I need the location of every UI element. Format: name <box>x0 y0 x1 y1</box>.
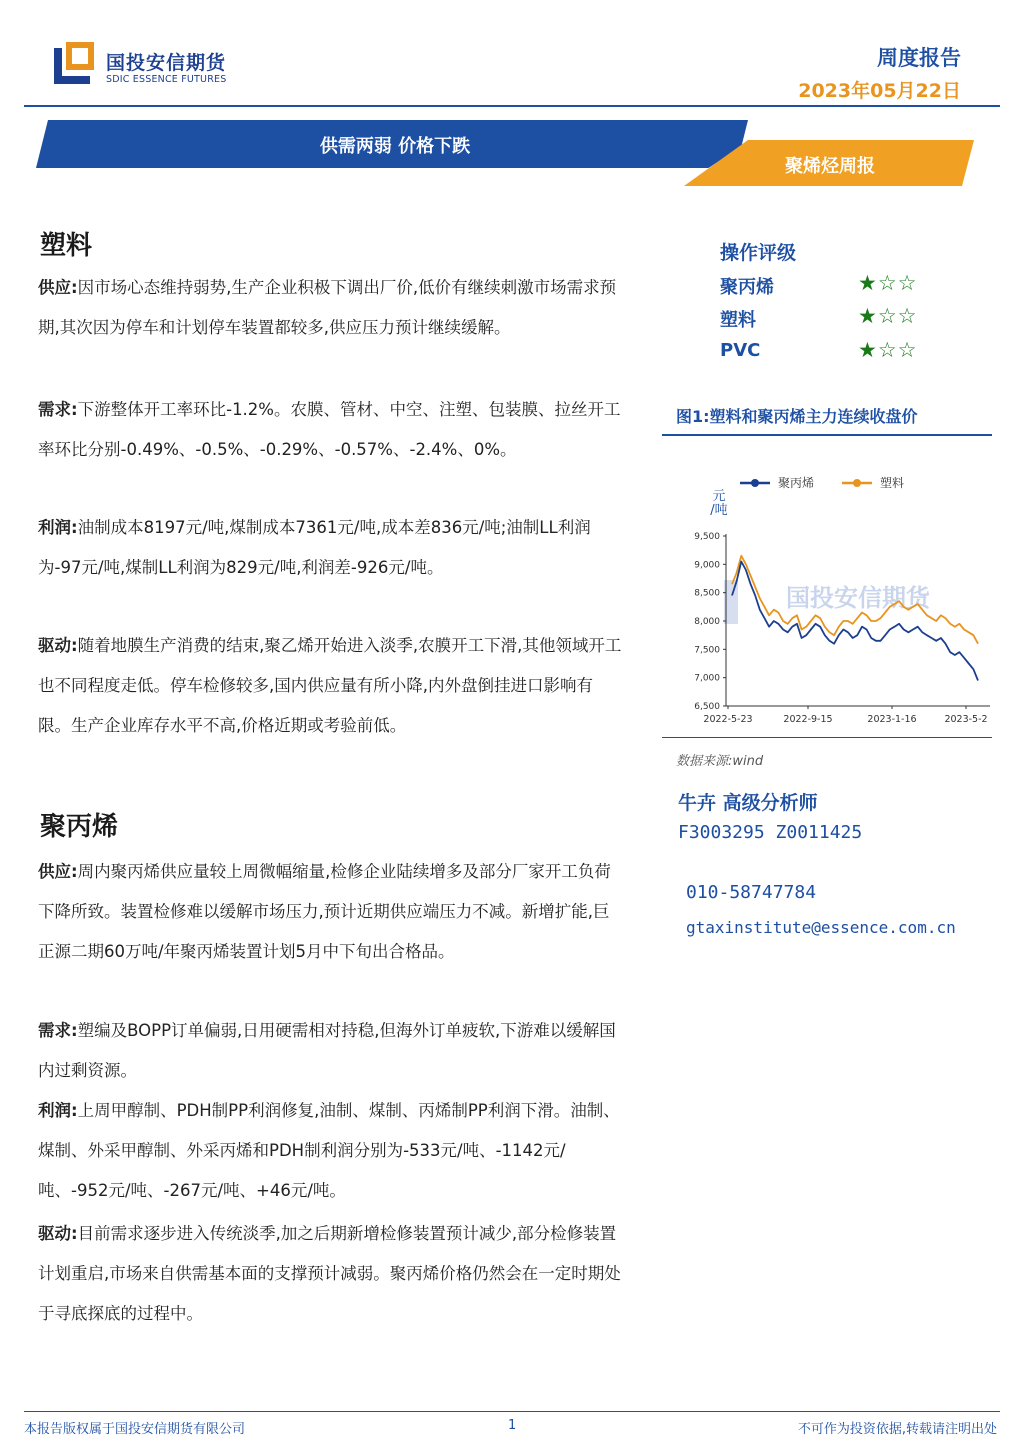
y-tick-label: 9,000 <box>694 560 720 571</box>
pp-driver-text: 目前需求逐步进入传统淡季,加之后期新增检修装置预计减少,部分检修装置计划重启,市场来自供需基本面的支撑预计减弱。聚丙烯价格仍然会在一定时期处于寻底探底的过程中。 <box>38 1224 621 1323</box>
plastic-profit-text: 油制成本8197元/吨,煤制成本7361元/吨,成本差836元/吨;油制LL利润为-97元/吨,煤制LL利润为829元/吨,利润差-926元/吨。 <box>38 518 591 577</box>
plastic-demand <box>38 390 623 470</box>
pp-profit-label: 利润: <box>38 1101 78 1120</box>
analyst-phone: 010-58747784 <box>686 882 817 903</box>
banner-title: 供需两弱 价格下跌 <box>319 136 471 157</box>
pp-demand <box>38 1011 623 1091</box>
x-tick-label: 2023-5-2 <box>944 714 988 725</box>
report-type: 周度报告 <box>877 46 961 70</box>
y-tick-label: 8,000 <box>694 617 720 627</box>
brand-name-en: SDIC ESSENCE FUTURES <box>106 74 227 85</box>
plastic-driver-text: 随着地膜生产消费的结束,聚乙烯开始进入淡季,农膜开工下滑,其他领域开工也不同程度走低。停车检修较多,国内供应量有所小降,内外盘倒挂进口影响有限。生产企业库存水平不高,价格近期或考验前低。 <box>38 636 622 735</box>
pp-demand-label: 需求: <box>38 1021 78 1040</box>
rating-stars-icon: ★☆☆ <box>858 271 918 295</box>
pp-supply <box>38 852 623 972</box>
x-tick-label: 2023-1-16 <box>867 714 917 725</box>
rating-row-pp <box>720 273 940 301</box>
figure-divider <box>662 434 992 436</box>
analyst-certs: F3003295 Z0011425 <box>678 822 863 843</box>
figure-title: 图1:塑料和聚丙烯主力连续收盘价 <box>676 407 918 426</box>
legend-marker <box>751 479 759 487</box>
plastic-profit <box>38 508 623 588</box>
footer-copyright: 本报告版权属于国投安信期货有限公司 <box>24 1422 246 1437</box>
y-tick-label: 7,000 <box>694 673 720 684</box>
plastic-demand-text: 下游整体开工率环比-1.2%。农膜、管材、中空、注塑、包装膜、拉丝开工率环比分别-0.49%、-0.5%、-0.29%、-0.57%、-2.4%、0%。 <box>38 400 621 459</box>
header-divider <box>24 105 1000 107</box>
rating-name: PVC <box>720 340 761 361</box>
figure-bottom-divider <box>662 737 992 738</box>
plastic-demand-label: 需求: <box>38 400 78 419</box>
x-tick-label: 2022-5-23 <box>703 714 753 725</box>
y-tick-label: 8,500 <box>694 588 720 599</box>
legend-label: 聚丙烯 <box>778 476 815 490</box>
x-tick-label: 2022-9-15 <box>783 714 833 725</box>
page-number: 1 <box>508 1418 517 1433</box>
plastic-driver <box>38 626 623 746</box>
plastic-supply-label: 供应: <box>38 278 78 297</box>
y-axis-label: 元 <box>712 489 726 504</box>
rating-name: 塑料 <box>720 310 756 331</box>
pp-driver <box>38 1214 623 1334</box>
chart-watermark: 国投安信期货 <box>786 584 930 612</box>
figure-source: 数据来源:wind <box>676 754 764 769</box>
footer-disclaimer: 不可作为投资依据,转载请注明出处 <box>797 1422 997 1437</box>
rating-row-pvc <box>720 340 940 368</box>
report-date: 2023年05月22日 <box>798 80 961 102</box>
company-logo-icon <box>54 42 96 84</box>
legend-label: 塑料 <box>880 476 905 490</box>
pp-supply-text: 周内聚丙烯供应量较上周微幅缩量,检修企业陆续增多及部分厂家开工负荷下降所致。装置检修难以缓解市场压力,预计近期供应端压力不减。新增扩能,巨正源二期60万吨/年聚丙烯装置计划5月中下旬出合格品。 <box>38 862 611 961</box>
legend-marker <box>853 479 861 487</box>
rating-stars-icon: ★☆☆ <box>858 304 918 328</box>
plastic-supply <box>38 268 623 348</box>
y-tick-label: 7,500 <box>694 645 720 656</box>
rating-stars-icon: ★☆☆ <box>858 338 918 362</box>
pp-driver-label: 驱动: <box>38 1224 78 1243</box>
footer-divider <box>24 1411 1000 1412</box>
y-tick-label: 9,500 <box>694 532 720 542</box>
plastic-driver-label: 驱动: <box>38 636 78 655</box>
section-title-plastic: 塑料 <box>40 231 93 261</box>
rating-row-plastic <box>720 306 940 334</box>
plastic-supply-text: 因市场心态维持弱势,生产企业积极下调出厂价,低价有继续刺激市场需求预期,其次因为停车和计划停车装置都较多,供应压力预计继续缓解。 <box>38 278 617 337</box>
brand-name-cn: 国投安信期货 <box>106 52 227 74</box>
plastic-profit-label: 利润: <box>38 518 78 537</box>
pp-profit-text: 上周甲醇制、PDH制PP利润修复,油制、煤制、丙烯制PP利润下滑。油制、煤制、外采甲醇制、外采丙烯和PDH制利润分别为-533元/吨、-1142元/吨、-952元/吨、-267元/吨、+46元/吨。 <box>38 1101 620 1200</box>
pp-profit <box>38 1091 623 1211</box>
rating-title: 操作评级 <box>720 242 797 264</box>
price-line-chart <box>662 460 992 735</box>
analyst-email[interactable]: gtaxinstitute@essence.com.cn <box>686 918 956 937</box>
pp-supply-label: 供应: <box>38 862 78 881</box>
banner-tag: 聚烯烃周报 <box>785 156 875 177</box>
y-axis-label-unit: /吨 <box>710 503 728 518</box>
analyst-name: 牛卉 高级分析师 <box>678 792 818 814</box>
pp-demand-text: 塑编及BOPP订单偏弱,日用硬需相对持稳,但海外订单疲软,下游难以缓解国内过剩资源。 <box>38 1021 616 1080</box>
section-title-pp: 聚丙烯 <box>40 812 119 842</box>
rating-name: 聚丙烯 <box>720 277 774 298</box>
y-tick-label: 6,500 <box>694 702 720 712</box>
